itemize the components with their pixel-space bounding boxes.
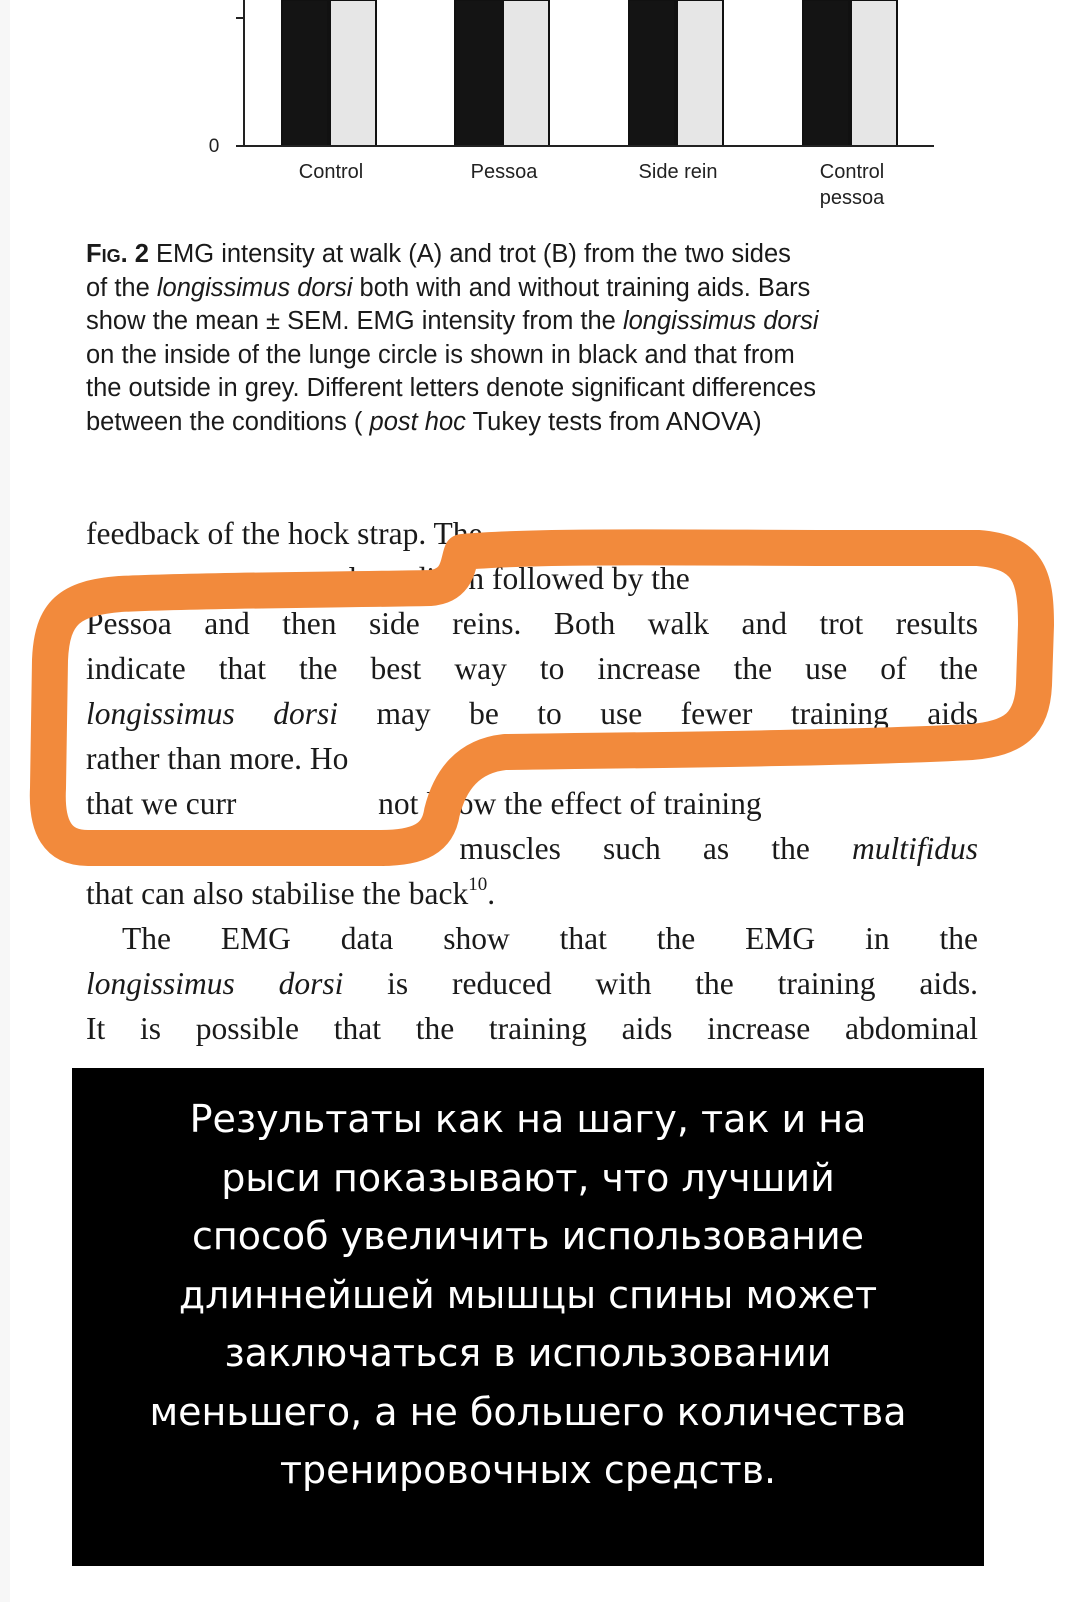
overlay-line: способ увеличить использование	[191, 1214, 865, 1258]
body-text-segment: Pessoa and then side reins. Both walk and trot results	[86, 606, 978, 641]
body-line	[86, 1006, 978, 1051]
caption-italic-text: longissimus dorsi	[622, 307, 819, 335]
caption-text: Tukey tests from ANOVA)	[465, 407, 762, 436]
caption-line	[86, 406, 986, 440]
caption-text: EMG intensity at walk (A) and trot (B) from the two sides	[148, 240, 791, 268]
body-text-segment: It is possible that the training aids increase abdominal	[86, 1011, 978, 1046]
body-text-segment: .	[487, 876, 496, 911]
body-line	[86, 961, 978, 1006]
bar	[677, 0, 723, 146]
body-text-segment: is reduced with the training aids.	[343, 966, 978, 1001]
overlay-line: меньшего, а не большего количества	[149, 1389, 907, 1434]
caption-line	[86, 305, 986, 339]
caption-text: both with and without training aids. Bars	[352, 273, 811, 302]
bar-chart	[0, 0, 1080, 230]
bar	[629, 0, 675, 146]
caption-text: the outside in grey. Different letters denote significant differences	[86, 374, 817, 402]
caption-text: show the mean ± SEM. EMG intensity from the	[86, 307, 623, 335]
category-label: Control	[298, 161, 364, 183]
caption-text: on the inside of the lunge circle is shown in black and that from	[86, 340, 795, 369]
translation-overlay	[72, 1068, 984, 1566]
caption-text: between the conditions (	[86, 407, 370, 436]
overlay-line: заключаться в использовании	[224, 1331, 832, 1375]
body-text-segment: feedback of the hock strap. The	[86, 516, 483, 551]
body-text-segment: that we curr not know the effect of training	[86, 786, 762, 821]
bar	[851, 0, 897, 146]
caption-line	[86, 272, 986, 306]
bar	[282, 0, 328, 146]
overlay-line: длиннейшей мышцы спины может	[178, 1272, 878, 1317]
category-label: Pessoa	[470, 161, 538, 183]
category-label: pessoa	[819, 187, 885, 209]
body-text-segment: indicate that the best way to increase the use of the	[86, 651, 978, 686]
body-text-segment: rather than more. Ho	[86, 741, 349, 776]
bar	[503, 0, 549, 146]
body-line	[86, 871, 978, 916]
body-line	[86, 556, 978, 601]
category-label: Side rein	[638, 161, 718, 183]
caption-line	[86, 372, 986, 406]
article-body-text	[86, 511, 978, 1051]
overlay-line: тренировочных средств.	[279, 1448, 777, 1492]
figure-label: Fig. 2	[86, 240, 149, 268]
body-line	[86, 646, 978, 691]
body-text-segment: The EMG data show that the EMG in the	[122, 921, 978, 956]
body-line	[86, 691, 978, 736]
caption-line	[86, 238, 986, 272]
body-text-segment: that can also stabilise the back	[86, 876, 469, 911]
bar	[330, 0, 376, 146]
body-line	[86, 511, 978, 556]
body-line	[86, 826, 978, 871]
body-italic-text: longissimus dorsi	[86, 966, 344, 1001]
body-line	[86, 736, 978, 781]
body-italic-text: multifidus	[851, 831, 978, 866]
y-tick-label: 0	[208, 136, 220, 157]
body-italic-text: longissimus dorsi	[86, 696, 338, 731]
body-line	[86, 601, 978, 646]
caption-line	[86, 339, 986, 373]
figure-caption	[86, 238, 986, 439]
body-text-segment: aids on the deeper muscles such as the	[86, 831, 852, 866]
body-text-segment: may be to use fewer training aids	[338, 696, 978, 731]
caption-italic-text: post hoc	[369, 407, 466, 436]
bar	[803, 0, 849, 146]
bar	[455, 0, 501, 146]
category-label: Control	[819, 161, 885, 183]
overlay-line: Результаты как на шагу, так и на	[189, 1097, 867, 1141]
overlay-line: рыси показывают, что лучший	[221, 1155, 835, 1200]
caption-italic-text: longissimus dorsi	[156, 273, 353, 302]
body-text-segment: rol condition followed by the	[86, 561, 690, 596]
body-line	[86, 916, 978, 961]
citation-superscript: 10	[468, 874, 488, 895]
body-line	[86, 781, 978, 826]
caption-text: of the	[86, 273, 157, 302]
